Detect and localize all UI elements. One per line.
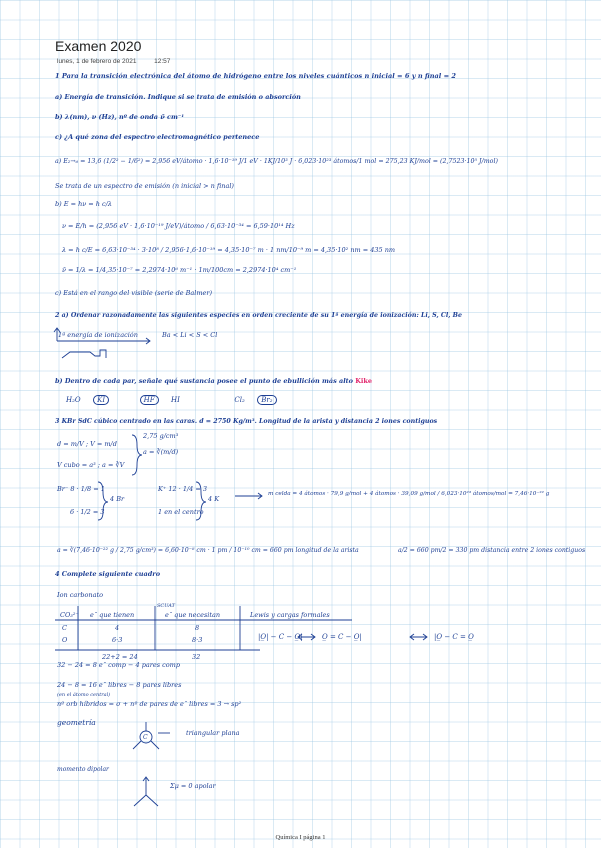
q4-geometry-carbon: C [143,734,148,741]
ionization-order: Ba < Li < S < Cl [162,331,218,339]
q4-col-lewis: Lewis y cargas formales [250,611,330,619]
page-date [57,58,170,65]
q3-br-faces: 6 · 1/2 = 3 [70,508,105,516]
q4-col-need: eˉ que necesitan [165,611,221,619]
answer-c: c) Está en el rango del visible (serie de Balmer) [55,289,213,297]
q4-row-c-need: 8 [195,624,200,632]
q4-scuat: SCUAT [157,603,175,609]
lewis-structure-1: |O̲| − C − O̲| [258,633,303,641]
boiling-pairs [66,396,277,404]
question-1c: c) ¿A qué zona del espectro electromagnético pertenece [55,133,260,141]
date-text: lunes, 1 de febrero de 2021 [57,58,137,65]
answer-b-frequency: ν = E/h = (2,956 eV · 1,6·10⁻¹⁹ J/eV)/átomo / 6,63·10⁻³⁴ = 6,59·10¹⁴ Hz [62,222,295,230]
question-2b [55,377,372,385]
pair-2-b: HI [171,396,180,404]
pair-3-b: Br₂ [257,395,276,405]
q3-formula-volume: V cubo = a³ ; a = ∛V [57,461,125,469]
question-1a: a) Energía de transición. Indique si se trata de emisión o absorción [55,93,301,101]
question-1: 1 Para la transición electrónica del átomo de hidrógeno entre los niveles cuánticos n inicial = 6 y n final = 2 [55,72,457,80]
q4-geometry-answer: triangular plana [186,729,240,737]
q4-sum-have: 22+2 = 24 [102,653,138,661]
q4-ion-title: Ion carbonato [57,591,104,599]
q4-row-c-label: C [62,624,67,632]
pair-3-a: Cl₂ [234,396,245,404]
page-footer: Química I página 1 [275,834,326,841]
page-title: Examen 2020 [55,38,142,54]
q4-calc-shared: 32 − 24 = 8 eˉ comp − 4 pares comp [57,661,180,669]
q4-row-o-have: 6·3 [112,636,123,644]
q3-k-edges: K⁺ 12 · 1/4 = 3 [158,485,207,493]
time-text: 12:57 [154,58,171,65]
q4-col-ion: CO₃²⁻ [60,611,79,619]
question-1b: b) λ(nm), ν (Hz), nº de onda ν̄ cm⁻¹ [55,113,185,121]
answer-b-formula: b) E = hν = h c/λ [55,200,113,208]
pair-1-a: H₂O [66,396,81,404]
q3-br-corners: Br⁻ 8 · 1/8 = 1 [57,485,105,493]
q3-4k: 4 K [208,495,220,503]
q4-row-c-have: 4 [115,624,120,632]
q4-dipole-answer: Σμ = 0 apolar [170,782,216,790]
q3-cell-mass: m celda = 4 átomos · 79,9 g/mol + 4 átomos · 39,09 g/mol / 6,023·10²³ átomos/mol = 7,46·10⁻²² g [268,491,550,497]
lewis-structure-3: |O̲ − C = O̲ [434,633,474,641]
question-2b-key: Kike [355,377,373,385]
answer-a-emission: Se trata de un espectro de emisión (n inicial > n final) [55,182,234,190]
q4-dipole-label: momento dipolar [57,766,109,773]
q3-density-value: 2,75 g/cm³ [143,432,179,440]
q4-sum-need: 32 [192,653,201,661]
lewis-structure-2: O̲ = C − O̲| [322,633,362,641]
q4-calc-central: (en el átomo central) [57,692,111,698]
answer-a-energy: a) E₂→₆ = 13,6 (1/2² − 1/6²) = 2,956 eV/átomo · 1,6·10⁻¹⁹ J/1 eV · 1KJ/10³ J · 6,023·10²³ átomos/1 mol = 275,23 KJ/mol = (2,7523·10⁵ J/mol) [55,158,498,165]
q4-geometry-label: geometría [57,718,96,727]
q3-k-center: 1 en el centro [158,508,204,516]
question-2a: 2 a) Ordenar razonadamente las siguientes especies en orden creciente de su 1ª energía de ionización: Li, S, Cl, Be [55,312,463,319]
q4-row-o-need: 8·3 [192,636,203,644]
q3-edge-length: a = ∛(7,46·10⁻²² g / 2,75 g/cm³) = 6,60·10⁻⁸ cm · 1 pm / 10⁻¹⁰ cm = 660 pm longitud de la arista [57,547,359,554]
pair-1-b: KI [93,395,109,405]
pair-2-a: HF [140,395,159,405]
ionization-label: 1ª energía de ionización [58,331,138,339]
q3-formula-density: d = m/V ; V = m/d [57,440,117,448]
q4-calc-free: 24 − 8 = 16 eˉ libres − 8 pares libres [57,681,182,689]
q4-col-have: eˉ que tienen [90,611,135,619]
answer-b-wavenumber: ν̄ = 1/λ = 1/4,35·10⁻⁷ = 2,2974·10⁶ m⁻¹ · 1m/100cm = 2,2974·10⁴ cm⁻¹ [62,266,297,274]
answer-b-wavelength: λ = h c/E = 6,63·10⁻³⁴ · 3·10⁸ / 2,956·1,6·10⁻¹⁹ = 4,35·10⁻⁷ m · 1 nm/10⁻⁹ m = 4,35·10² nm = 435 nm [62,246,396,254]
question-2b-text: b) Dentro de cada par, señale qué sustancia posee el punto de ebullición más alto [55,377,354,385]
q3-ion-distance: a/2 = 660 pm/2 = 330 pm distancia entre 2 iones contiguos [398,547,586,554]
question-3: 3 KBr SdC cúbico centrado en las caras. d = 2750 Kg/m³. Longitud de la arista y distancia 2 iones contiguos [55,418,438,425]
q3-formula-edge: a = ∛(m/d) [143,448,179,456]
q4-row-o-label: O [62,636,68,644]
question-4: 4 Complete siguiente cuadro [55,570,161,578]
q4-calc-hybrid: nº orb híbridos = σ + nº de pares de eˉ libres = 3 → sp² [57,700,242,708]
q3-4br: 4 Br [110,495,125,503]
